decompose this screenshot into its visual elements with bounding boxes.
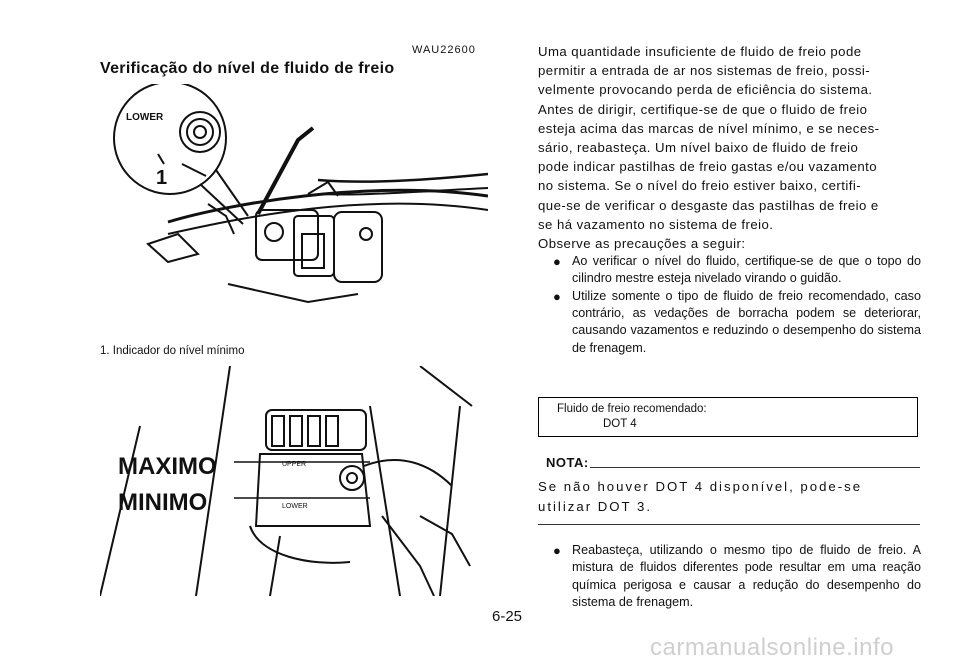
precautions-list [538,253,921,357]
figure-caption: 1. Indicador do nível mínimo [100,345,245,357]
watermark: carmanualsonline.info [650,634,894,661]
section-divider [538,524,920,525]
figure-handlebar-reservoir [108,84,488,312]
bullet-text: Utilize somente o tipo de fluido de freio recomendado, caso contrário, as vedações de borracha podem se deteriorar, causando vazamentos e reduzindo o desempenho do sistema de frenagem. [572,288,921,355]
handlebar-illustration [108,84,488,312]
upper-mark: UPPER [282,461,307,468]
refill-list [538,542,921,611]
paragraph-line: pode indicar pastilhas de freio gastas e/ou vazamento [538,159,878,175]
paragraph-line: sário, reabasteça. Um nível baixo de fluido de freio [538,140,859,156]
paragraph-line: velmente provocando perda de eficiência do sistema. [538,82,873,98]
paragraph-line: se há vazamento no sistema de freio. [538,216,774,232]
list-item [553,253,921,288]
minimo-label: MINIMO [118,489,208,516]
maximo-label: MAXIMO [118,453,217,480]
lower-label: LOWER [126,112,164,123]
callout-number: 1 [156,167,168,189]
nota-text: Se não houver DOT 4 disponível, pode-se utilizar DOT 3. [538,479,863,514]
page-title: Verificação do nível de fluido de freio [100,60,395,77]
paragraph-line: permitir a entrada de ar nos sistemas de freio, possi- [538,63,871,79]
recommended-value: DOT 4 [603,418,637,430]
bullet-icon: ● [553,288,561,304]
bullet-icon: ● [553,543,561,558]
warning-paragraph [538,42,921,234]
precautions-intro: Observe as precauções a seguir: [538,236,746,252]
nota-title: NOTA: [546,455,589,470]
bullet-text: Ao verificar o nível do fluido, certifique-se de que o topo do cilindro mestre esteja nivelado virando o guidão. [572,254,921,286]
paragraph-line: que-se de verificar o desgaste das pastilhas de freio e [538,197,879,213]
callout-circle [114,84,226,194]
recommended-label: Fluido de freio recomendado: [557,403,707,415]
paragraph-line: no sistema. Se o nível do freio estiver baixo, certifi- [538,178,862,194]
right-column [538,42,921,357]
bullet-text: Reabasteça, utilizando o mesmo tipo de fluido de freio. A mistura de fluidos diferentes pode resultar em uma reação química perigosa e causar a redução do desempenho do sistema de frenagem. [572,543,921,609]
figure-reservoir-levels [100,366,480,596]
reservoir-illustration [100,366,480,596]
lower-mark: LOWER [282,503,308,510]
section-code: WAU22600 [412,44,476,56]
refill-section [538,542,921,611]
paragraph-line: Uma quantidade insuficiente de fluido de freio pode [538,44,862,59]
paragraph-line: esteja acima das marcas de nível mínimo, e se neces- [538,120,880,136]
page-number: 6-25 [492,608,523,625]
nota-divider [590,467,920,468]
paragraph-line: Antes de dirigir, certifique-se de que o fluido de freio [538,101,868,117]
bullet-icon: ● [553,254,561,270]
list-item [553,542,921,611]
recommended-fluid-box [538,397,918,437]
list-item [553,288,921,357]
